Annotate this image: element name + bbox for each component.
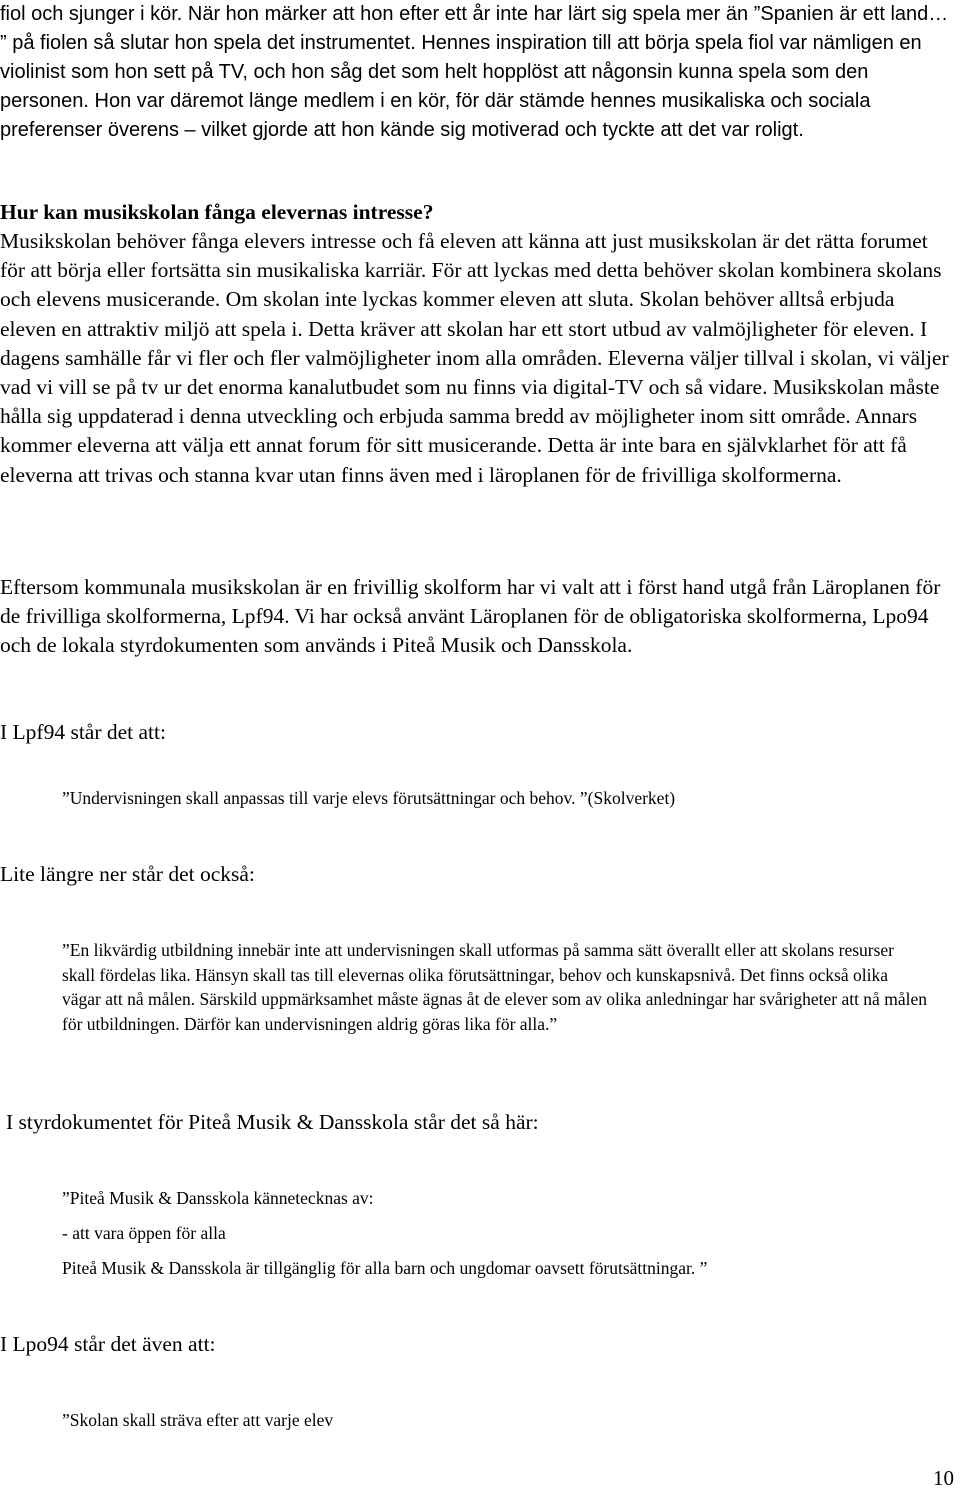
pitea-quote-line-2: - att vara öppen för alla [62,1223,226,1243]
lpo94-quote: ”Skolan skall sträva efter att varje elev [62,1410,334,1430]
pitea-intro: I styrdokumentet för Piteå Musik & Dansskola står det så här: [6,1110,539,1134]
lpo94-intro: I Lpo94 står det även att: [0,1332,216,1356]
curriculum-paragraph: Eftersom kommunala musikskolan är en frivillig skolform har vi valt att i först hand utgå från Läroplanen för de frivilliga skolformerna, Lpf94. Vi har också använt Läroplanen för de obligatoriska skolformerna, Lpo94 och de lokala styrdokumenten som används i Piteå Musik och Dansskola. [0,575,941,658]
lpf94-intro: I Lpf94 står det att: [0,720,166,744]
interest-paragraph: Musikskolan behöver fånga elevers intresse och få eleven att känna att just musikskolan är det rätta forumet för att börja eller fortsätta sin musikaliska karriär. För att lyckas med detta behöver skolan kombinera skolans och elevens musicerande. Om skolan inte lyckas kommer eleven att sluta. Skolan behöver alltså erbjuda eleven en attraktiv miljö att spela i. Detta kräver att skolan har ett stort utbud av valmöjligheter för eleven. I dagens samhälle får vi fler och fler valmöjligheter inom alla områden. Eleverna väljer tillval i skolan, vi väljer vad vi vill se på tv ur det enorma kanalutbudet som nu finns via digital-TV och så vidare. Musikskolan måste hålla sig uppdaterad i denna utveckling och erbjuda samma bredd av möjligheter inom sitt område. Annars kommer eleverna att välja ett annat forum för sitt musicerande. Detta är inte bara en självklarhet för att få eleverna att trivas och stanna kvar utan finns även med i läroplanen för de frivilliga skolformerna. [0,229,949,487]
pitea-quote-line-3: Piteå Musik & Dansskola är tillgänglig för alla barn och ungdomar oavsett förutsättningar. ” [62,1258,708,1278]
page-number: 10 [933,1466,954,1490]
pitea-quote-line-1: ”Piteå Musik & Dansskola kännetecknas av: [62,1188,374,1208]
further-intro: Lite längre ner står det också: [0,862,255,886]
further-quote: ”En likvärdig utbildning innebär inte att undervisningen skall utformas på samma sätt överallt eller att skolans resurser skall fördelas lika. Hänsyn skall tas till elevernas olika förutsättningar, behov och kunskapsnivå. Det finns också olika vägar att nå målen. Särskild uppmärksamhet måste ägnas åt de elever som av olika anledningar har svårigheter att nå målen för utbildningen. Därför kan undervisningen aldrig göras lika för alla.” [62,940,927,1034]
section-heading: Hur kan musikskolan fånga elevernas intresse? [0,200,434,224]
lpf94-quote: ”Undervisningen skall anpassas till varje elevs förutsättningar och behov. ”(Skolverket) [62,788,676,808]
intro-paragraph: fiol och sjunger i kör. När hon märker att hon efter ett år inte har lärt sig spela mer än ”Spanien är ett land… ” på fiolen så slutar hon spela det instrumentet. Hennes inspiration till att börja spela fiol var nämligen en violinist som hon sett på TV, och hon såg det som helt hopplöst att någonsin kunna spela som den personen. Hon var däremot länge medlem i en kör, för där stämde hennes musikaliska och sociala preferenser överens – vilket gjorde att hon kände sig motiverad och tyckte att det var roligt. [0,3,949,141]
